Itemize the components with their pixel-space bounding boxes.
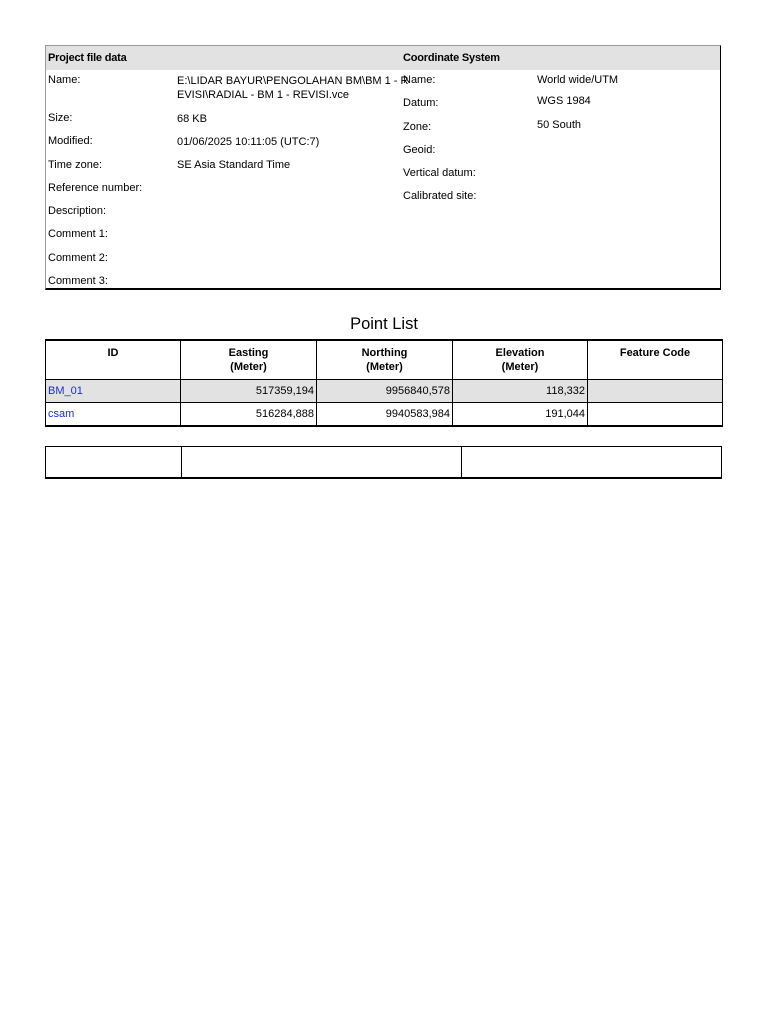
field-label: Time zone: [48,158,103,171]
field-label: Comment 1: [48,228,108,241]
easting-cell: 516284,888 [181,403,317,427]
point-list-table [45,339,723,427]
field-label: Datum: [403,97,439,110]
field-value: 50 South [537,118,582,131]
feature-code-cell [588,403,723,427]
column-header-elevation: Elevation (Meter) [453,340,588,380]
point-list-title: Point List [350,315,418,333]
project-header [46,46,720,70]
field-label: Comment 2: [48,251,108,264]
field-value: WGS 1984 [537,95,591,108]
field-label: Geoid: [403,143,436,156]
field-label: Zone: [403,120,432,133]
coordinate-system-heading: Coordinate System [403,52,500,64]
coordinate-fields [403,74,721,214]
project-file-data-heading: Project file data [48,52,127,64]
field-label: Calibrated site: [403,190,477,203]
field-label: Comment 3: [48,275,108,288]
easting-cell: 517359,194 [181,380,317,403]
field-label: Name: [48,74,81,86]
field-value: SE Asia Standard Time [177,158,291,171]
elevation-cell: 191,044 [453,403,588,427]
coord-field-vertical-datum [403,167,721,190]
field-value: World wide/UTM [537,74,619,86]
northing-cell: 9956840,578 [317,380,453,403]
point-id-link[interactable]: csam [46,403,181,427]
field-label: Size: [48,112,73,124]
field-label: Name: [403,74,436,86]
empty-table-box [45,446,722,479]
divider [461,447,462,477]
table-row [46,380,723,403]
table-header-row [46,340,723,380]
field-label: Description: [48,205,107,218]
point-id-link[interactable]: BM_01 [46,380,181,403]
column-header-northing: Northing (Meter) [317,340,453,380]
field-label: Vertical datum: [403,167,476,180]
column-header-easting: Easting (Meter) [181,340,317,380]
northing-cell: 9940583,984 [317,403,453,427]
elevation-cell: 118,332 [453,380,588,403]
column-header-feature-code: Feature Code [588,340,723,380]
divider [181,447,182,477]
project-field-comment3 [48,275,388,305]
project-info-box [45,45,721,290]
coord-field-zone [403,118,721,144]
feature-code-cell [588,380,723,403]
field-label: Reference number: [48,181,143,194]
coord-field-name [403,74,721,97]
field-label: Modified: [48,135,93,148]
coord-field-datum [403,97,721,120]
coord-field-geoid [403,144,721,167]
field-value: E:\LIDAR BAYUR\PENGOLAHAN BM\BM 1 - REVISI\RADIAL - BM 1 - REVISI.vce [177,75,409,101]
column-header-id: ID [46,340,181,380]
coord-field-calibrated-site [403,190,721,213]
table-row [46,403,723,427]
field-value: 68 KB [177,113,207,125]
field-value: 01/06/2025 10:11:05 (UTC:7) [177,136,320,149]
project-fields [48,74,409,305]
